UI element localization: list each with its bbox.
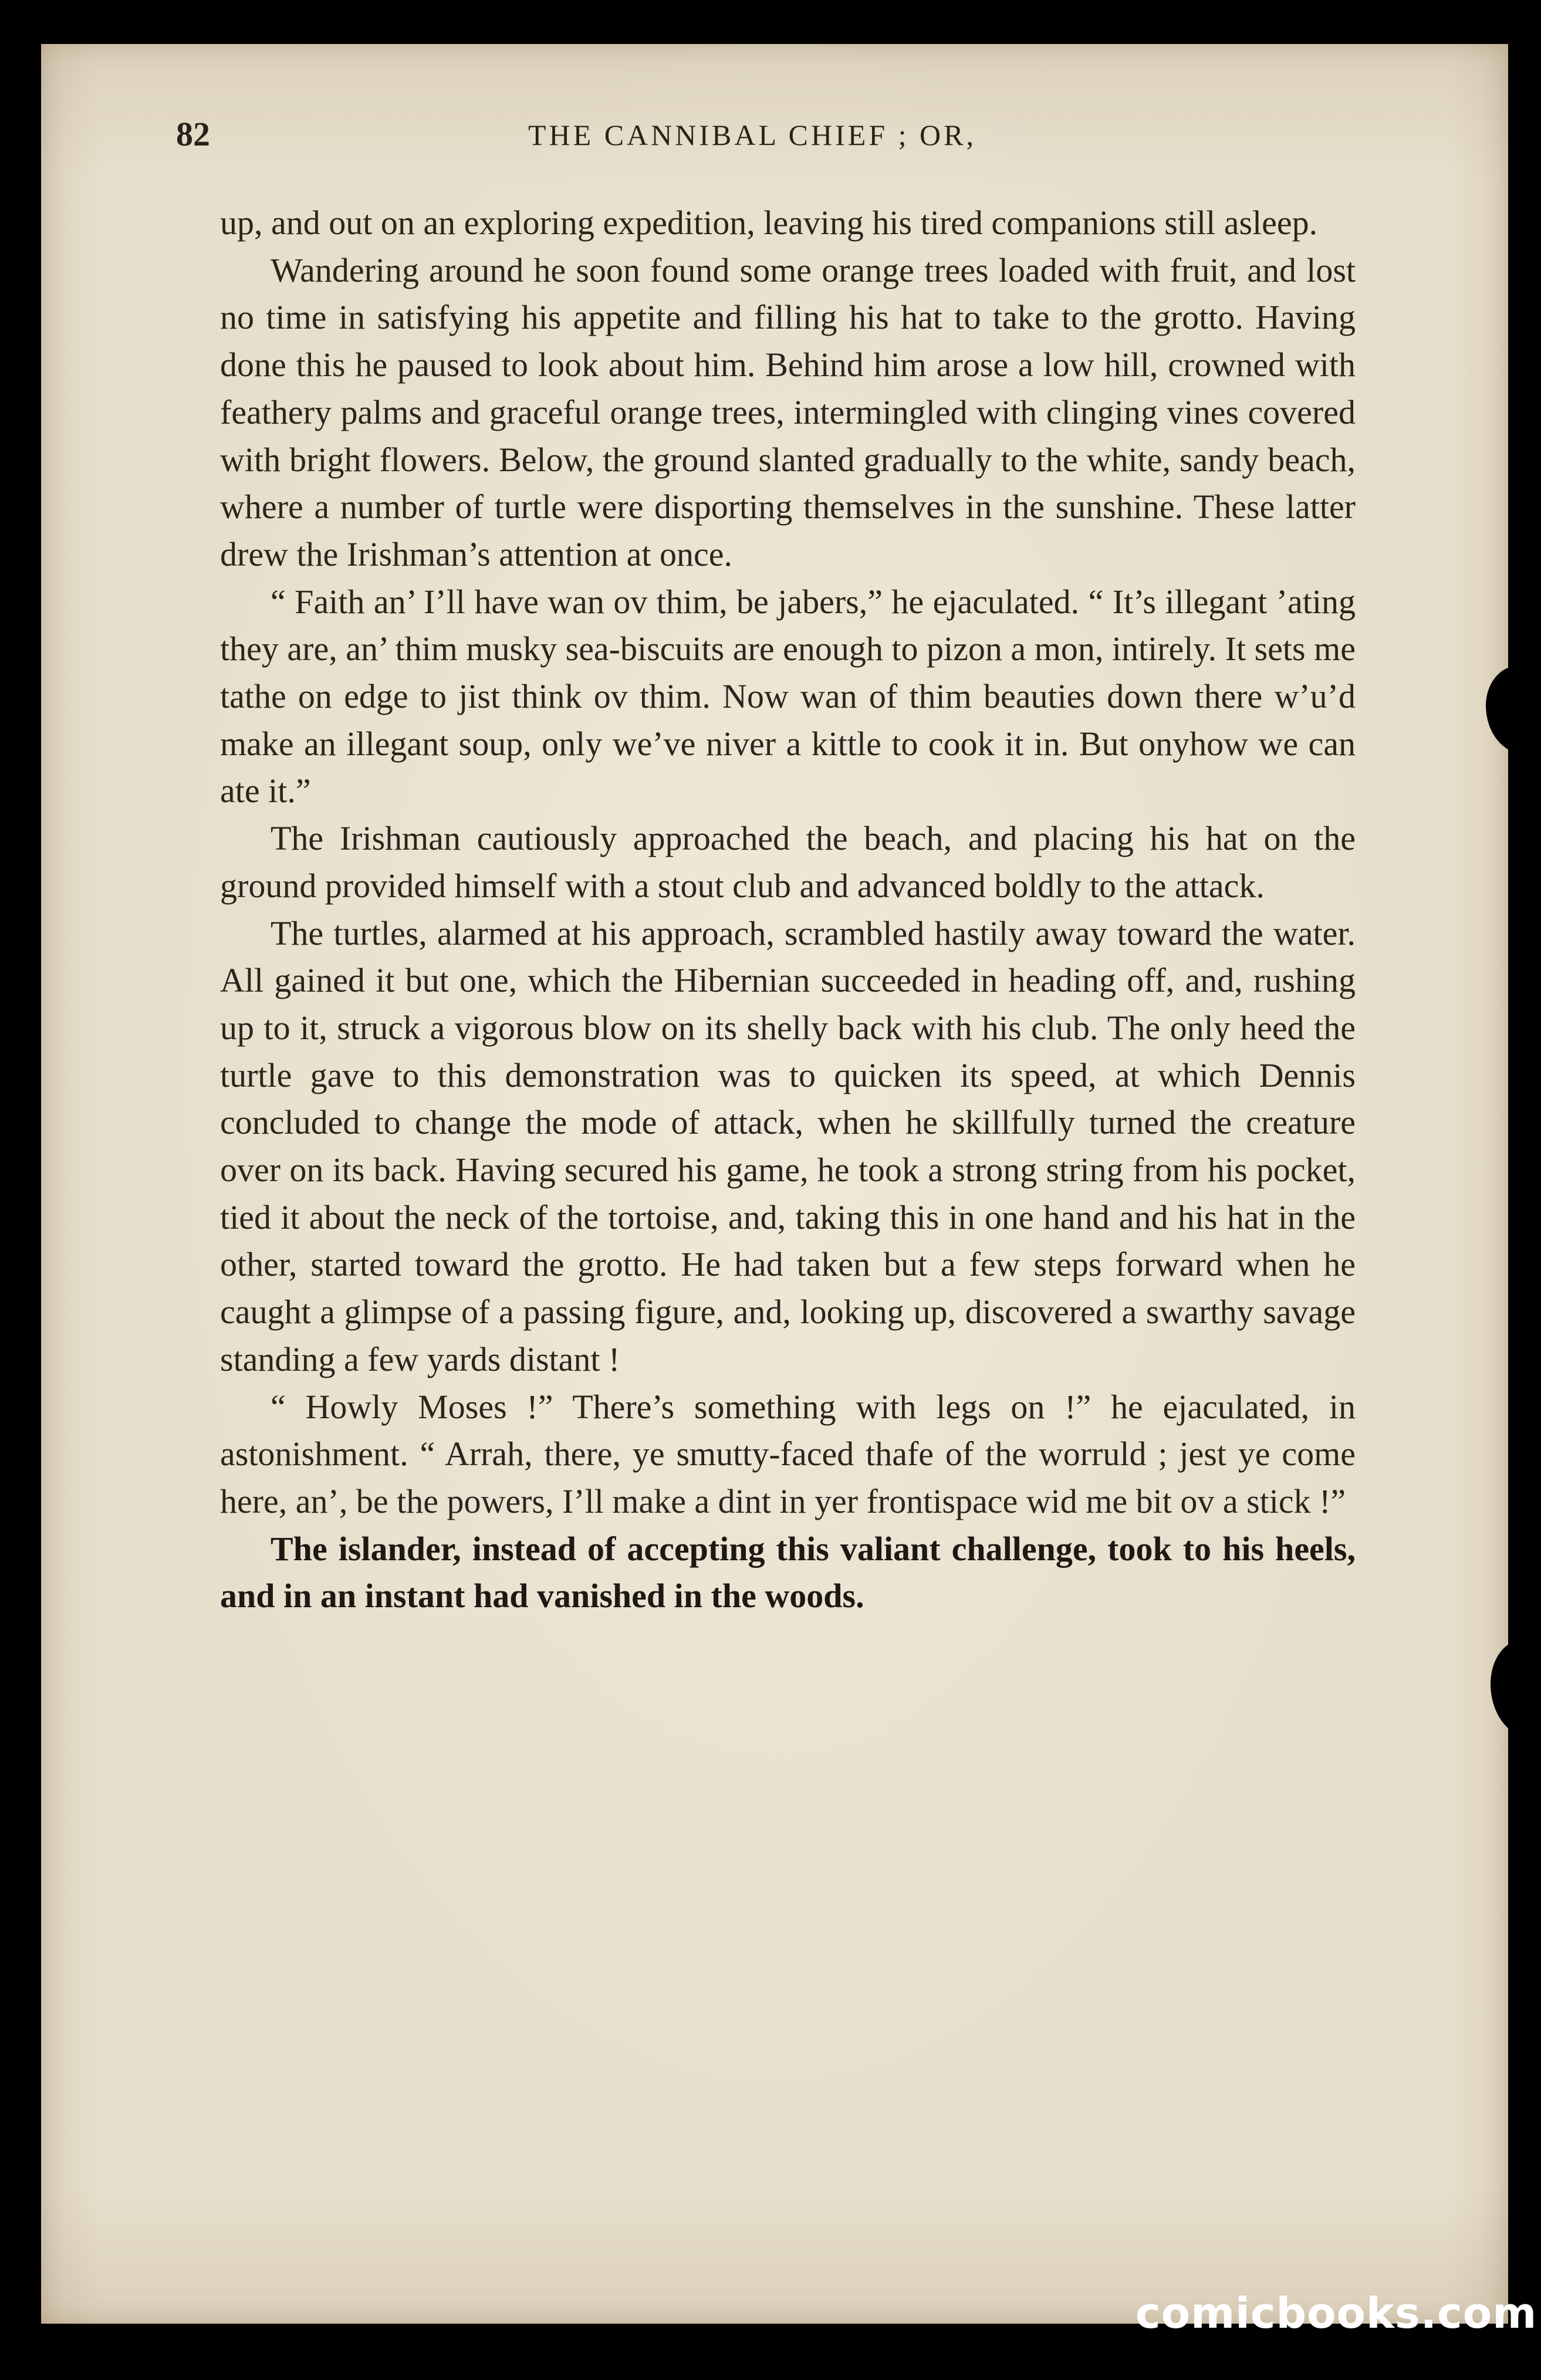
body-text bbox=[220, 200, 1356, 1620]
paragraph: The Irishman cautiously approached the beach, and placing his hat on the ground provided himself with a stout club and advanced boldly to the attack. bbox=[220, 819, 1356, 905]
watermark-text: comicbooks.com bbox=[1136, 2288, 1537, 2338]
page-header bbox=[176, 114, 1367, 161]
running-head: THE CANNIBAL CHIEF ; OR, bbox=[528, 119, 976, 151]
paragraph: The islander, instead of accepting this valiant challenge, took to his heels, and in an instant had vanished in the woods. bbox=[220, 1529, 1356, 1615]
paragraph: The turtles, alarmed at his approach, scrambled hastily away toward the water. All gained it but one, which the Hibernian succeeded in heading off, and, rushing up to it, struck a vigorous blow on its shelly back with his club. The only heed the turtle gave to this demonstration was to quicken its speed, at which Dennis concluded to change the mode of attack, when he skillfully turned the creature over on its back. Having secured his game, he took a strong string from his pocket, tied it about the neck of the tortoise, and, taking this in one hand and his hat in the other, started toward the grotto. He had taken but a few steps forward when he caught a glimpse of a passing figure, and, looking up, discovered a swarthy savage standing a few yards distant ! bbox=[220, 914, 1356, 1378]
page-tear bbox=[1491, 1640, 1541, 1737]
page-tear bbox=[1486, 666, 1541, 754]
page-number: 82 bbox=[176, 115, 210, 153]
paragraph: Wandering around he soon found some orange trees loaded with fruit, and lost no time in satisfying his appetite and filling his hat to take to the grotto. Having done this he paused to look about him. Behind him arose a low hill, crowned with feathery palms and graceful orange trees, intermingled with clinging vines covered with bright flowers. Below, the ground slanted gradually to the white, sandy beach, where a number of turtle were disporting themselves in the sunshine. These latter drew the Irishman’s attention at once. bbox=[220, 251, 1356, 573]
paragraph: “ Howly Moses !” There’s something with legs on !” he ejaculated, in astonishment. “ Arrah, there, ye smutty-faced thafe of the worruld ; jest ye come here, an’, be the powers, I’ll make a dint in yer frontispace wid me bit ov a stick !” bbox=[220, 1387, 1356, 1520]
paragraph: “ Faith an’ I’ll have wan ov thim, be jabers,” he ejaculated. “ It’s illegant ’ating they are, an’ thim musky sea-biscuits are enough to pizon a mon, intirely. It sets me tathe on edge to jist think ov thim. Now wan of thim beauties down there w’u’d make an illegant soup, only we’ve niver a kittle to cook it in. But onyhow we can ate it.” bbox=[220, 582, 1356, 810]
paragraph: up, and out on an exploring expedition, leaving his tired companions still asleep. bbox=[220, 204, 1318, 242]
